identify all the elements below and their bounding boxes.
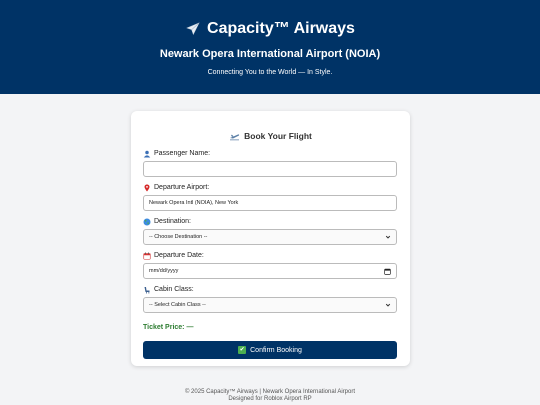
departure-airport-input[interactable] (143, 195, 397, 211)
date-field (143, 251, 398, 279)
form-title (143, 131, 398, 141)
booking-card (131, 111, 410, 366)
calendar-icon (143, 252, 151, 260)
check-icon: ✔ (239, 347, 245, 353)
site-title (0, 20, 540, 38)
calendar-picker-icon[interactable] (384, 268, 391, 275)
site-footer (0, 389, 540, 403)
airport-name: Newark Opera International Airport (NOIA) (159, 48, 381, 60)
cabin-label (143, 285, 398, 294)
cabin-field (143, 285, 398, 313)
departure-label-text: Departure Airport: (154, 184, 210, 191)
chevron-down-icon (385, 234, 391, 240)
departure-airport-value: Newark Opera Intl (NOIA), New York (149, 200, 239, 206)
tagline: Connecting You to the World — In Style. (207, 69, 333, 76)
person-icon (143, 150, 151, 158)
airplane-departure-icon (229, 132, 240, 141)
globe-icon (143, 218, 151, 226)
destination-select[interactable] (143, 229, 397, 245)
departure-label (143, 183, 398, 192)
passenger-field (143, 149, 398, 177)
chevron-down-icon (385, 302, 391, 308)
destination-label (143, 217, 398, 226)
departure-date-value: mm/dd/yyyy (149, 268, 179, 274)
passenger-name-input[interactable] (143, 161, 397, 177)
site-header (0, 0, 540, 94)
form-title-text: Book Your Flight (244, 131, 312, 141)
site-title-text: Capacity™ Airways (207, 20, 355, 37)
cabin-label-text: Cabin Class: (154, 286, 194, 293)
footer-copyright: © 2025 Capacity™ Airways | Newark Opera International Airport (184, 389, 356, 395)
destination-selected-value: -- Choose Destination -- (149, 234, 208, 240)
footer-credit: Designed for Roblox Airport RP (228, 396, 312, 402)
destination-field (143, 217, 398, 245)
seat-icon (143, 286, 151, 294)
destination-label-text: Destination: (154, 218, 191, 225)
departure-field (143, 183, 398, 211)
date-label-text: Departure Date: (154, 252, 204, 259)
passenger-label (143, 149, 398, 158)
confirm-booking-button[interactable] (143, 341, 397, 359)
cabin-class-selected-value: -- Select Cabin Class -- (149, 302, 206, 308)
airplane-icon (185, 21, 201, 37)
pin-icon (143, 184, 151, 192)
cabin-class-select[interactable] (143, 297, 397, 313)
date-label (143, 251, 398, 260)
ticket-price: Ticket Price: — (143, 324, 194, 331)
confirm-booking-label: Confirm Booking (250, 346, 302, 354)
departure-date-input[interactable] (143, 263, 397, 279)
passenger-label-text: Passenger Name: (154, 150, 211, 157)
